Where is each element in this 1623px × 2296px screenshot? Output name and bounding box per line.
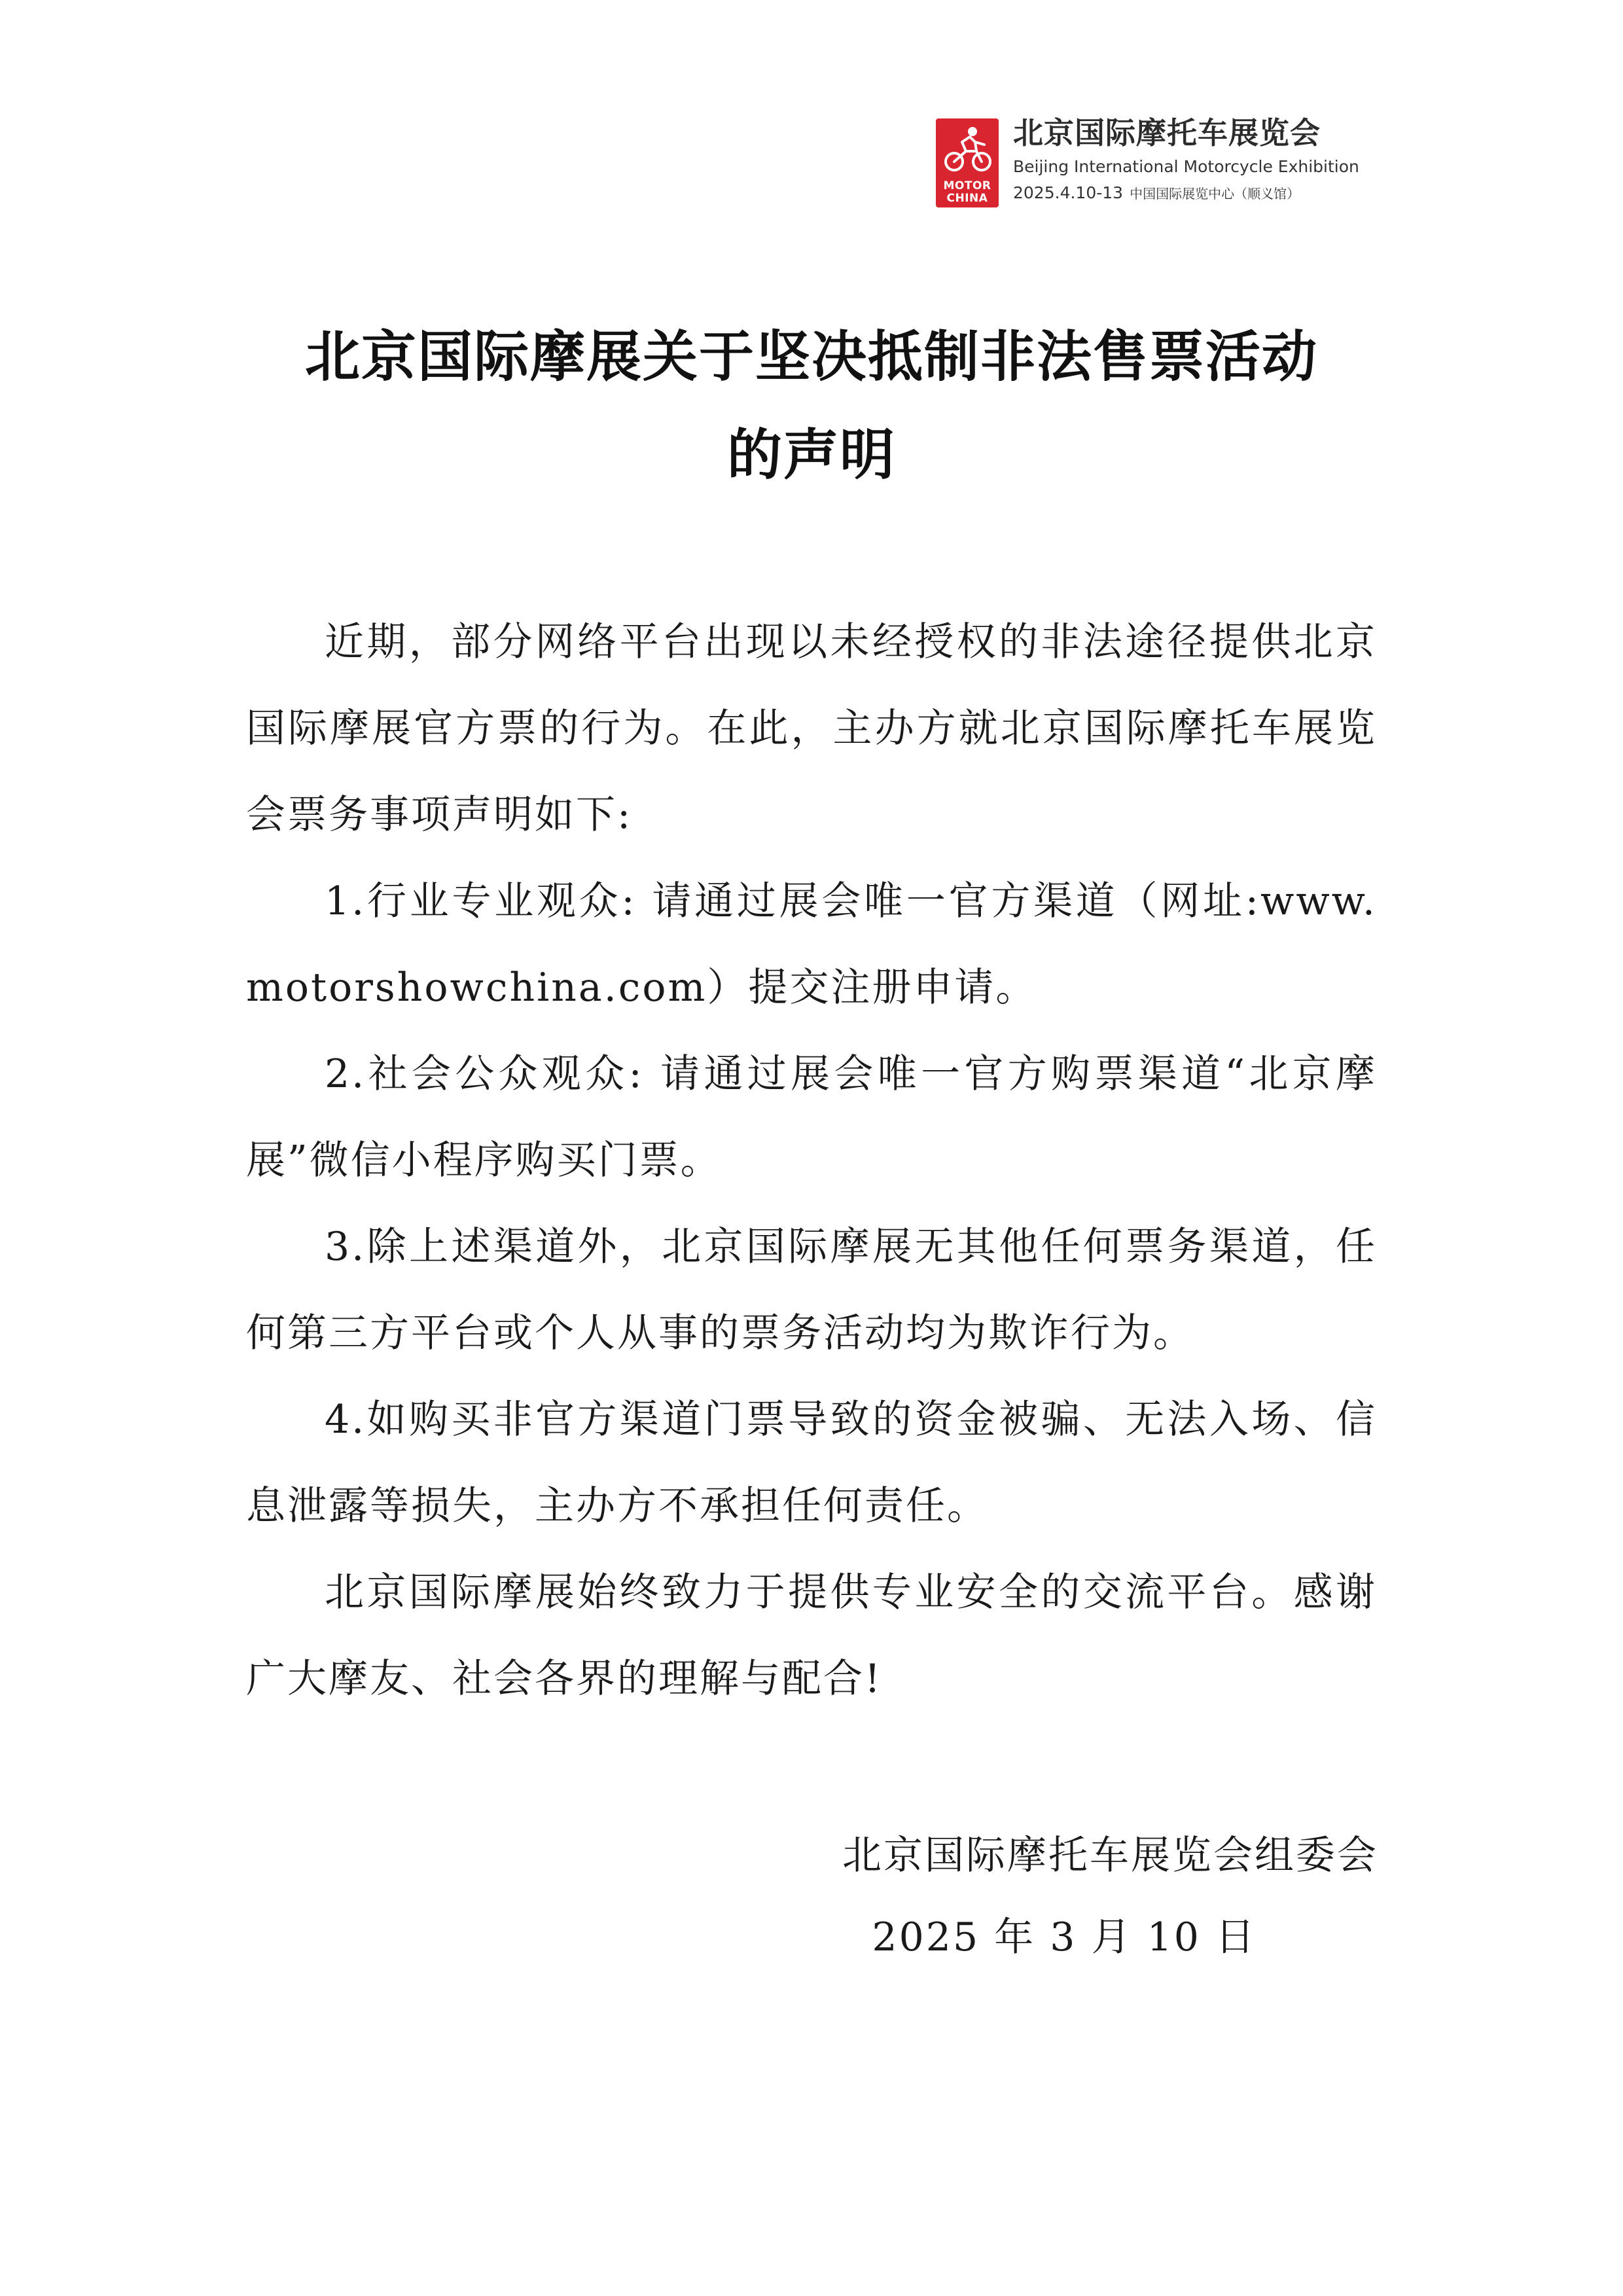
item-4-disclaimer: 4.如购买非官方渠道门票导致的资金被骗、无法入场、信息泄露等损失，主办方不承担任何责任。 <box>246 1397 1377 1529</box>
item-2-public-visitors: 2.社会公众观众: 请通过展会唯一官方购票渠道“北京摩展”微信小程序购买门票。 <box>246 1051 1377 1183</box>
statement-body <box>246 599 1377 1722</box>
closing-paragraph: 北京国际摩展始终致力于提供专业安全的交流平台。感谢广大摩友、社会各界的理解与配合! <box>246 1570 1377 1702</box>
signature-organization: 北京国际摩托车展览会组委会 <box>842 1833 1378 1878</box>
signature-date: 2025 年 3 月 10 日 <box>872 1914 1257 1960</box>
intro-paragraph: 近期，部分网络平台出现以未经授权的非法途径提供北京国际摩展官方票的行为。在此，主办方就北京国际摩托车展览会票务事项声明如下: <box>246 619 1377 838</box>
logo-text-china: CHINA <box>946 192 988 205</box>
header-logo-block <box>936 115 1394 213</box>
statement-title-line1: 北京国际摩展关于坚决抵制非法售票活动 <box>304 325 1318 389</box>
statement-title-line2: 的声明 <box>726 423 896 487</box>
motorcycle-rider-icon <box>936 118 999 181</box>
exhibition-venue: 中国国际展览中心（顺义馆） <box>1130 186 1300 202</box>
motor-china-logo <box>936 118 999 207</box>
logo-text-motor: MOTOR <box>943 179 991 192</box>
item-3-no-other-channels: 3.除上述渠道外，北京国际摩展无其他任何票务渠道，任何第三方平台或个人从事的票务活动均为欺诈行为。 <box>246 1224 1377 1356</box>
exhibition-dates: 2025.4.10-13 <box>1013 183 1124 202</box>
exhibition-name-cn: 北京国际摩托车展览会 <box>1013 115 1321 151</box>
exhibition-date-venue <box>1013 183 1300 204</box>
item-1-professional-visitors: 1.行业专业观众: 请通过展会唯一官方渠道（网址:www.motorshowchina.com）提交注册申请。 <box>246 878 1377 1011</box>
exhibition-name-en: Beijing International Motorcycle Exhibition <box>1013 157 1359 176</box>
